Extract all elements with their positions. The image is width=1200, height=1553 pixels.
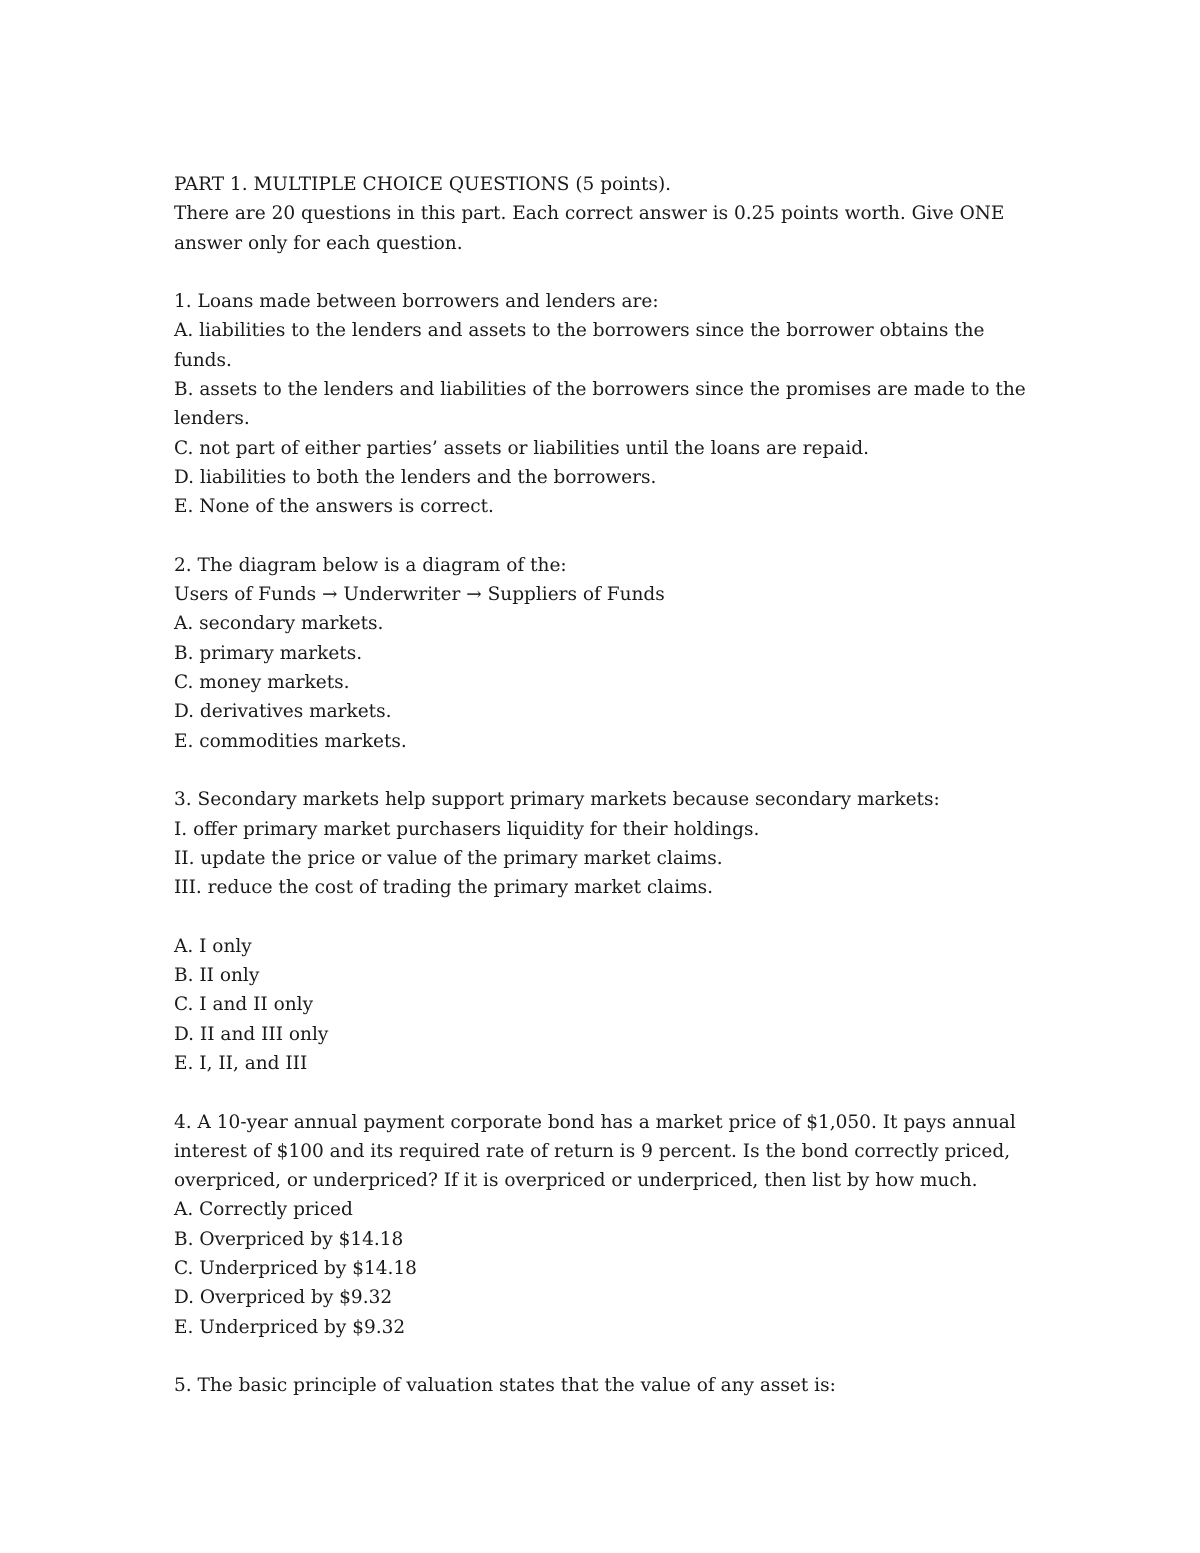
option-c: C. I and II only	[174, 994, 314, 1016]
option-d: D. derivatives markets.	[174, 701, 392, 723]
question-2	[174, 551, 1024, 756]
option-a: A. I only	[174, 935, 252, 957]
option-d: D. II and III only	[174, 1023, 329, 1045]
instructions-line: answer only for each question.	[174, 232, 463, 254]
document-content	[174, 170, 1024, 1400]
question-4	[174, 1108, 1024, 1342]
statement-ii: II. update the price or value of the primary market claims.	[174, 847, 723, 869]
spacer	[174, 522, 1024, 551]
option-e: E. I, II, and III	[174, 1052, 308, 1074]
question-stem: 2. The diagram below is a diagram of the:	[174, 554, 567, 576]
question-stem: 5. The basic principle of valuation states that the value of any asset is:	[174, 1375, 836, 1397]
option-b: B. II only	[174, 965, 260, 987]
question-stem-continued: interest of $100 and its required rate of return is 9 percent. Is the bond correctly priced,	[174, 1140, 1011, 1162]
flow-diagram-text: Users of Funds → Underwriter → Suppliers of Funds	[174, 584, 665, 606]
option-d: D. Overpriced by $9.32	[174, 1287, 393, 1309]
statement-iii: III. reduce the cost of trading the primary market claims.	[174, 877, 714, 899]
question-stem: 3. Secondary markets help support primary markets because secondary markets:	[174, 789, 940, 811]
part-header	[174, 170, 1024, 258]
option-b: B. primary markets.	[174, 642, 363, 664]
part-title: PART 1. MULTIPLE CHOICE QUESTIONS (5 points).	[174, 174, 672, 195]
question-stem: 1. Loans made between borrowers and lenders are:	[174, 291, 659, 313]
option-c: C. not part of either parties’ assets or liabilities until the loans are repaid.	[174, 437, 869, 459]
spacer	[174, 258, 1024, 287]
question-5	[174, 1371, 1024, 1400]
spacer	[174, 902, 1024, 931]
instructions-line: There are 20 questions in this part. Each correct answer is 0.25 points worth. Give ONE	[174, 203, 1005, 225]
question-stem: 4. A 10-year annual payment corporate bond has a market price of $1,050. It pays annual	[174, 1111, 1016, 1133]
question-stem-continued: overpriced, or underpriced? If it is overpriced or underpriced, then list by how much.	[174, 1170, 978, 1192]
statement-i: I. offer primary market purchasers liquidity for their holdings.	[174, 818, 760, 840]
option-b: B. assets to the lenders and liabilities of the borrowers since the promises are made to the	[174, 379, 1026, 401]
question-1	[174, 287, 1024, 521]
option-b: B. Overpriced by $14.18	[174, 1228, 404, 1250]
spacer	[174, 756, 1024, 785]
option-e: E. commodities markets.	[174, 730, 407, 752]
spacer	[174, 1342, 1024, 1371]
option-a-continued: funds.	[174, 349, 232, 371]
option-c: C. Underpriced by $14.18	[174, 1257, 417, 1279]
option-e: E. None of the answers is correct.	[174, 496, 494, 518]
option-b-continued: lenders.	[174, 408, 250, 430]
option-e: E. Underpriced by $9.32	[174, 1316, 406, 1338]
option-c: C. money markets.	[174, 672, 350, 694]
option-a: A. secondary markets.	[174, 613, 384, 635]
question-3	[174, 785, 1024, 1078]
option-d: D. liabilities to both the lenders and the borrowers.	[174, 466, 657, 488]
option-a: A. liabilities to the lenders and assets to the borrowers since the borrower obtains the	[174, 320, 985, 342]
spacer	[174, 1078, 1024, 1107]
option-a: A. Correctly priced	[174, 1199, 353, 1221]
